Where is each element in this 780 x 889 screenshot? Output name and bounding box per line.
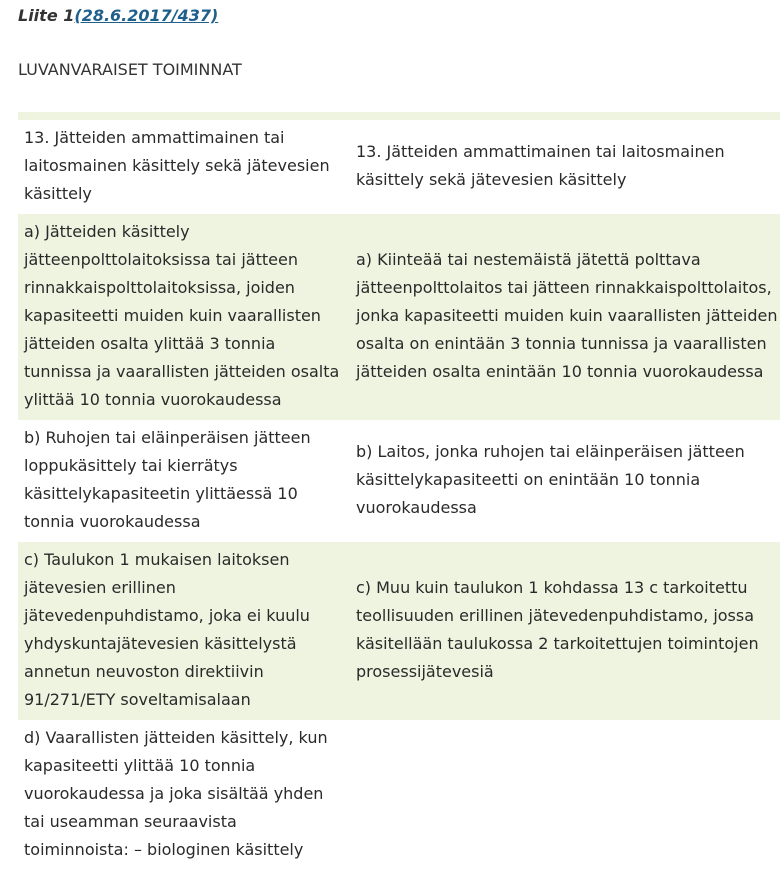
annex-label: Liite 1	[18, 6, 75, 25]
table-row	[18, 542, 780, 720]
table-cell-right: 13. Jätteiden ammattimainen tai laitosmainen käsittely sekä jätevesien käsittely	[350, 120, 780, 214]
table-cell-left: c) Taulukon 1 mukaisen laitoksen jätevesien erillinen jätevedenpuhdistamo, joka ei kuulu yhdyskuntajätevesien käsittelystä annetun neuvoston direktiivin 91/271/ETY soveltamisalaan	[18, 542, 350, 720]
table-cell-left: 13. Jätteiden ammattimainen tai laitosmainen käsittely sekä jätevesien käsittely	[18, 120, 350, 214]
permit-activities-table	[18, 120, 780, 870]
table-cell-right: c) Muu kuin taulukon 1 kohdassa 13 c tarkoitettu teollisuuden erillinen jätevedenpuhdistamo, jossa käsitellään taulukossa 2 tarkoitettujen toimintojen prosessijätevesiä	[350, 542, 780, 720]
table-cell-right	[350, 720, 780, 870]
table-row	[18, 420, 780, 542]
table-cell-right: a) Kiinteää tai nestemäistä jätettä polttava jätteenpolttolaitos tai jätteen rinnakkaispolttolaitos, jonka kapasiteetti muiden kuin vaarallisten jätteiden osalta on enintään 3 tonnia tunnissa ja vaarallisten jätteiden osalta enintään 10 tonnia vuorokaudessa	[350, 214, 780, 420]
amendment-link[interactable]: (28.6.2017/437)	[74, 6, 219, 25]
table-row	[18, 720, 780, 870]
page-title: LUVANVARAISET TOIMINNAT	[18, 60, 242, 79]
table-top-band	[18, 112, 780, 120]
table-cell-right: b) Laitos, jonka ruhojen tai eläinperäisen jätteen käsittelykapasiteetti on enintään 10 tonnia vuorokaudessa	[350, 420, 780, 542]
table-cell-left: a) Jätteiden käsittely jätteenpolttolaitoksissa tai jätteen rinnakkaispolttolaitoksissa, joiden kapasiteetti muiden kuin vaarallisten jätteiden osalta ylittää 3 tonnia tunnissa ja vaarallisten jätteiden osalta ylittää 10 tonnia vuorokaudessa	[18, 214, 350, 420]
annex-reference	[18, 6, 218, 25]
table-row	[18, 120, 780, 214]
table-cell-left: b) Ruhojen tai eläinperäisen jätteen loppukäsittely tai kierrätys käsittelykapasiteetin ylittäessä 10 tonnia vuorokaudessa	[18, 420, 350, 542]
table-cell-left: d) Vaarallisten jätteiden käsittely, kun kapasiteetti ylittää 10 tonnia vuorokaudessa ja joka sisältää yhden tai useamman seuraavista toiminnoista: – biologinen käsittely	[18, 720, 350, 870]
table-row	[18, 214, 780, 420]
